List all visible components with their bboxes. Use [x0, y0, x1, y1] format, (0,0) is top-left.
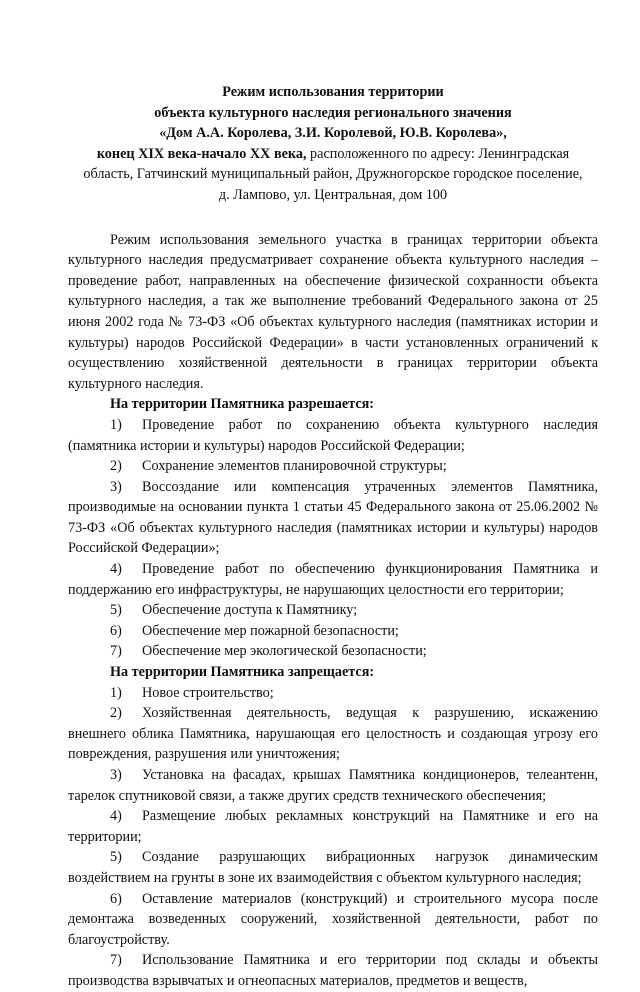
item-number: 3)	[110, 767, 122, 783]
title-line-2: объекта культурного наследия регионального значения	[154, 104, 512, 121]
item-text: Размещение любых рекламных конструкций на Памятнике и его на территории;	[68, 808, 598, 845]
title-line-6: д. Лампово, ул. Центральная, дом 100	[218, 186, 448, 203]
forbidden-item	[68, 806, 598, 847]
item-number: 7)	[110, 643, 122, 660]
item-number: 1)	[110, 684, 122, 701]
allowed-item	[68, 641, 598, 662]
item-text: Использование Памятника и его территории под склады и объекты производства взрывчатых и огнеопасных материалов, предметов и веществ,	[68, 952, 598, 989]
allowed-item	[68, 477, 598, 559]
allowed-item	[68, 456, 598, 477]
item-text: Обеспечение мер экологической безопасности;	[142, 643, 427, 660]
item-number: 4)	[110, 808, 122, 825]
item-text: Создание разрушающих вибрационных нагрузок динамическим воздействием на грунты в зоне их взаимодействия с объектом культурного наследия;	[68, 849, 598, 886]
item-text: Обеспечение мер пожарной безопасности;	[142, 622, 399, 639]
forbidden-item	[68, 683, 598, 704]
allowed-item	[68, 621, 598, 642]
item-number: 6)	[110, 622, 122, 639]
title-line-1: Режим использования территории	[222, 84, 444, 100]
item-number: 2)	[110, 458, 122, 475]
item-text: Воссоздание или компенсация утраченных элементов Памятника, производимые на основании пункта 1 статьи 45 Федерального закона от 25.06.2002 № 73-ФЗ «Об объектах культурного наследия (памятниках истории и культуры) народов Российской Федерации»;	[68, 478, 598, 557]
document-title	[68, 82, 598, 206]
item-number: 2)	[110, 705, 122, 722]
item-number: 5)	[110, 849, 122, 866]
title-line-4	[68, 144, 598, 165]
forbidden-item	[68, 765, 598, 806]
item-text: Обеспечение доступа к Памятнику;	[142, 602, 358, 619]
item-text: Установка на фасадах, крышах Памятника кондиционеров, телеантенн, тарелок спутниковой связи, а также других средств технического обеспечения;	[68, 767, 598, 804]
item-text: Оставление материалов (конструкций) и строительного мусора после демонтажа возведенных сооружений, хозяйственной деятельности, работ по благоустройству.	[68, 890, 598, 948]
allowed-item	[68, 559, 598, 600]
forbidden-item	[68, 889, 598, 951]
allowed-heading: На территории Памятника разрешается:	[110, 396, 375, 413]
item-number: 5)	[110, 602, 122, 619]
title-line-5: область, Гатчинский муниципальный район, Дружногорское городское поселение,	[83, 166, 583, 183]
title-line-3: «Дом А.А. Королева, З.И. Королевой, Ю.В. Королева»,	[159, 125, 507, 142]
item-number: 4)	[110, 561, 122, 578]
item-text: Проведение работ по обеспечению функционирования Памятника и поддержанию его инфраструктуры, не нарушающих целостности его территории;	[68, 561, 598, 598]
item-number: 6)	[110, 890, 122, 907]
document-page	[68, 82, 598, 992]
item-text: Хозяйственная деятельность, ведущая к разрушению, искажению внешнего облика Памятника, нарушающая его целостность и создающая угрозу его повреждения, разрушения или уничтожения;	[68, 705, 598, 763]
item-number: 3)	[110, 478, 122, 495]
allowed-item	[68, 415, 598, 456]
forbidden-heading: На территории Памятника запрещается:	[110, 664, 375, 681]
item-text: Новое строительство;	[142, 684, 274, 701]
forbidden-item	[68, 847, 598, 888]
allowed-item	[68, 600, 598, 621]
item-number: 7)	[110, 952, 122, 969]
title-line-4-bold: конец XIX века-начало XX века,	[96, 145, 307, 162]
title-line-4-rest: расположенного по адресу: Ленинградская	[306, 145, 570, 162]
item-number: 1)	[110, 416, 122, 433]
item-text: Проведение работ по сохранению объекта культурного наследия (памятника истории и культуры) народов Российской Федерации;	[68, 416, 598, 454]
forbidden-item	[68, 703, 598, 765]
item-text: Сохранение элементов планировочной структуры;	[142, 458, 447, 475]
forbidden-item	[68, 950, 598, 991]
intro-paragraph: Режим использования земельного участка в границах территории объекта культурного наследия предусматривает сохранение объекта культурного наследия – проведение работ, направленных на обеспечение физической сохранности объекта культурного наследия, а так же выполнение требований Федерального закона от 25 июня 2002 года № 73-ФЗ «Об объектах культурного наследия (памятниках истории и культуры) народов Российской Федерации» в части установленных ограничений к осуществлению хозяйственной деятельности в границах территории объекта культурного наследия.	[68, 231, 598, 392]
